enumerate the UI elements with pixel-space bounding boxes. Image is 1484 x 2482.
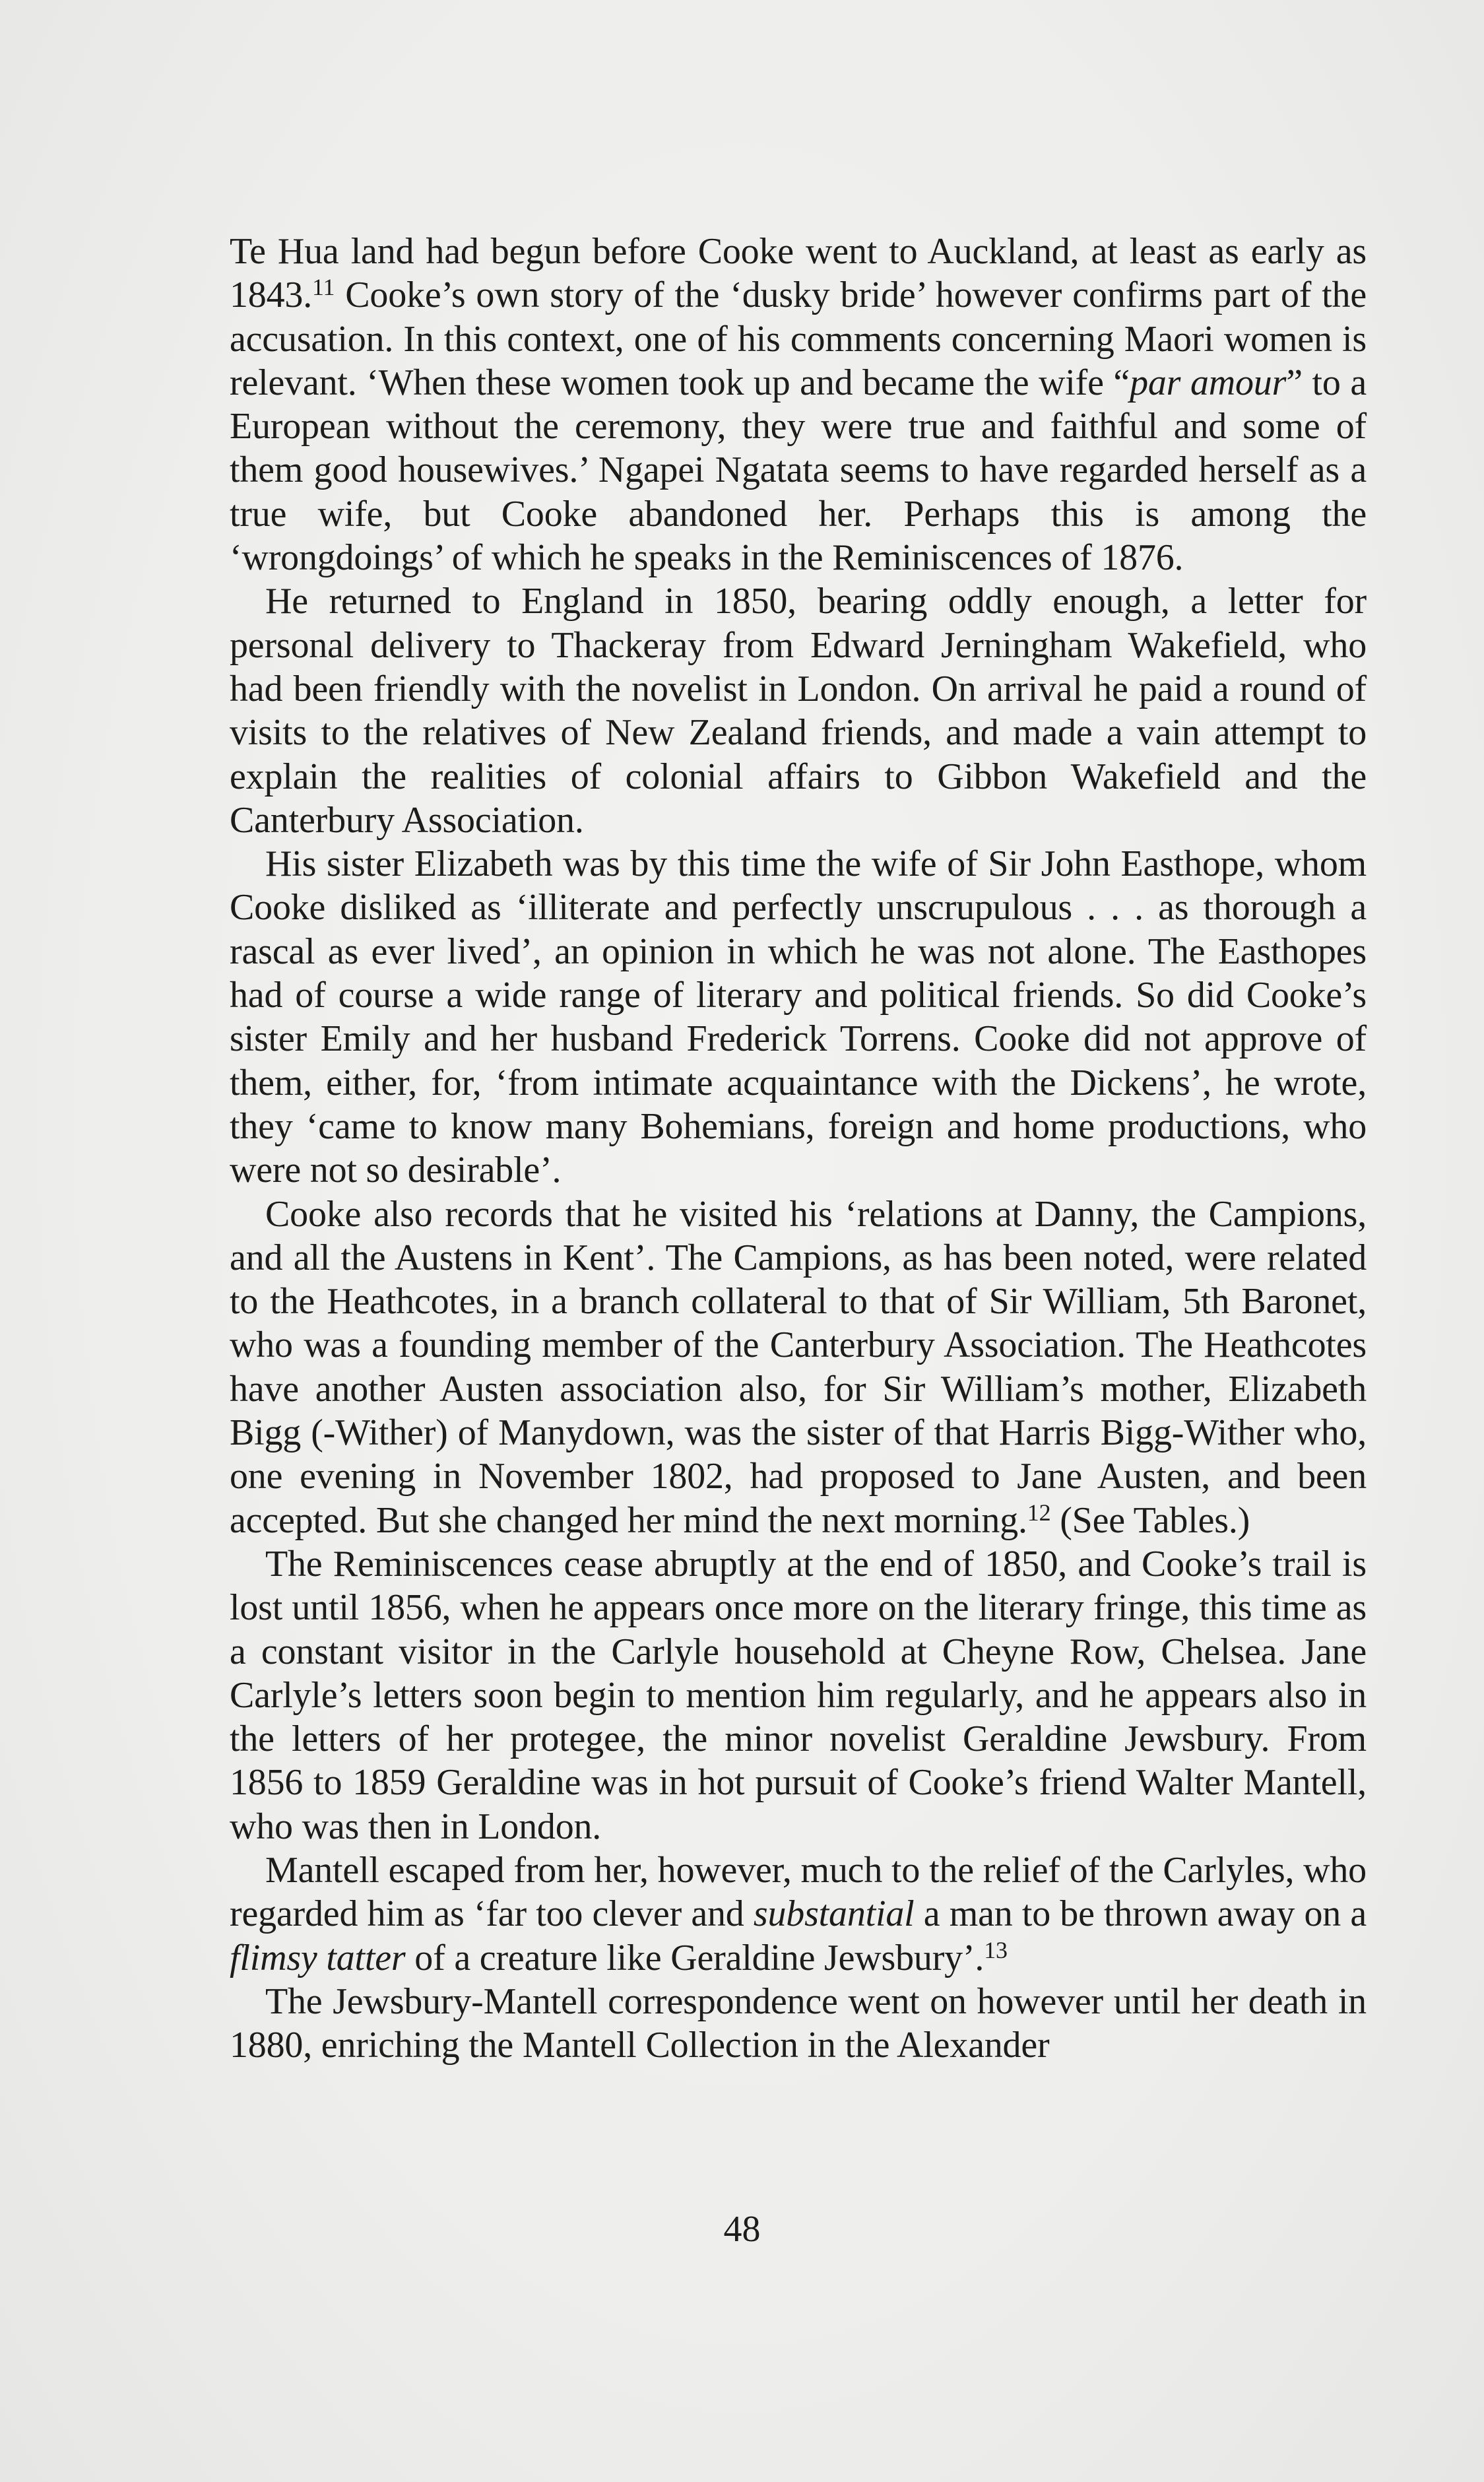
paragraph-1 bbox=[230, 230, 1367, 579]
paragraph-5 bbox=[230, 1542, 1367, 1848]
paragraph-6-text-a: Mantell escaped from her, however, much to the relief of the Carlyles, who regarded him as ‘far too clever and bbox=[230, 1849, 1367, 1935]
footnote-ref-12: 12 bbox=[1027, 1499, 1051, 1526]
paragraph-3-text: His sister Elizabeth was by this time the wife of Sir John Easthope, whom Cooke disliked as ‘illiterate and perfectly unscrupulous . . . as thorough a rascal as ever lived’, an opinion in which he was not alone. The Easthopes had of course a wide range of literary and political friends. So did Cooke’s sister Emily and her husband Frederick Torrens. Cooke did not approve of them, either, for, ‘from intimate acquaintance with the Dickens’, he wrote, they ‘came to know many Bohemians, foreign and home productions, who were not so desirable’. bbox=[230, 843, 1367, 1191]
footnote-ref-13: 13 bbox=[984, 1936, 1008, 1963]
paragraph-4 bbox=[230, 1192, 1367, 1542]
paragraph-7-text: The Jewsbury-Mantell correspondence went on however until her death in 1880, enriching the Mantell Collection in the Alexander bbox=[230, 1980, 1367, 2066]
paragraph-2 bbox=[230, 579, 1367, 842]
paragraph-1-text-b: Cooke’s own story of the ‘dusky bride’ however confirms part of the accusation. In this context, one of his comments concerning Maori women is relevant. ‘When these women took up and became the wife “ bbox=[230, 275, 1367, 403]
paragraph-6-text-c: of a creature like Geraldine Jewsbury’. bbox=[405, 1937, 984, 1978]
paragraph-1-text-c: ” to a European without the ceremony, they were true and faithful and some of them good housewives.’ Ngapei Ngatata seems to have regarded herself as a true wife, but Cooke abandoned her. Perhaps this is among the ‘wrongdoings’ of which he speaks in the Reminiscences of 1876. bbox=[230, 362, 1367, 579]
paragraph-6-italic-a: substantial bbox=[753, 1893, 915, 1935]
paragraph-5-text: The Reminiscences cease abruptly at the end of 1850, and Cooke’s trail is lost until 1856, when he appears once more on the literary fringe, this time as a constant visitor in the Carlyle household at Cheyne Row, Chelsea. Jane Carlyle’s letters soon begin to mention him regularly, and he appears also in the letters of her protegee, the minor novelist Geraldine Jewsbury. From 1856 to 1859 Geraldine was in hot pursuit of Cooke’s friend Walter Mantell, who was then in London. bbox=[230, 1543, 1367, 1847]
paragraph-4-text-b: (See Tables.) bbox=[1050, 1499, 1250, 1541]
paragraph-6-italic-b: flimsy tatter bbox=[230, 1937, 406, 1978]
paragraph-1-italic: par amour bbox=[1130, 362, 1287, 403]
body-text bbox=[230, 230, 1367, 2067]
paragraph-1-text-a: Te Hua land had begun before Cooke went to Auckland, at least as early as 1843. bbox=[230, 231, 1367, 316]
paragraph-6 bbox=[230, 1848, 1367, 1980]
page-number: 48 bbox=[723, 2209, 761, 2250]
paragraph-2-text: He returned to England in 1850, bearing oddly enough, a letter for personal delivery to Thackeray from Edward Jerningham Wakefield, who had been friendly with the novelist in London. On arrival he paid a round of visits to the relatives of New Zealand friends, and made a vain attempt to explain the realities of colonial affairs to Gibbon Wakefield and the Canterbury Association. bbox=[230, 581, 1367, 841]
footnote-ref-11: 11 bbox=[312, 274, 335, 301]
paragraph-3 bbox=[230, 842, 1367, 1192]
paragraph-7 bbox=[230, 1980, 1367, 2068]
paragraph-6-text-b: a man to be thrown away on a bbox=[914, 1893, 1367, 1935]
paragraph-4-text-a: Cooke also records that he visited his ‘relations at Danny, the Campions, and all the Austens in Kent’. The Campions, as has been noted, were related to the Heathcotes, in a branch collateral to that of Sir William, 5th Baronet, who was a founding member of the Canterbury Association. The Heathcotes have another Austen association also, for Sir William’s mother, Elizabeth Bigg (-Wither) of Manydown, was the sister of that Harris Bigg-Wither who, one evening in November 1802, had proposed to Jane Austen, and been accepted. But she changed her mind the next morning. bbox=[230, 1193, 1367, 1541]
